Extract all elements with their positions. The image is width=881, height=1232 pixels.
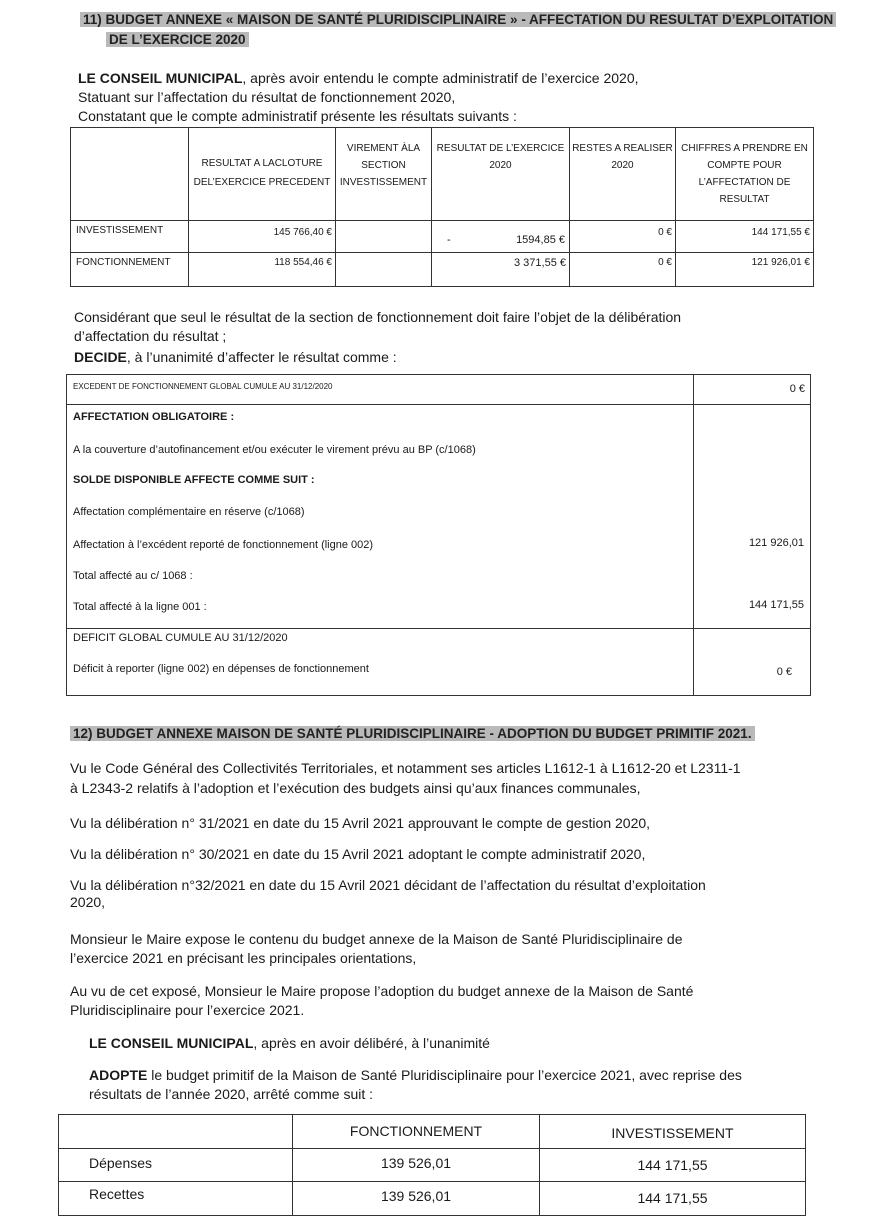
results-header-restes: RESTES A REALISER 2020 [570,128,676,221]
solde-label: SOLDE DISPONIBLE AFFECTE COMME SUIT : [73,474,315,486]
constatant-line: Constatant que le compte administratif présente les résultats suivants : [78,108,517,124]
virement-cell [336,253,432,287]
decide-text: , à l’unanimité d’affecter le résultat comme : [126,349,397,365]
statuant-line: Statuant sur l’affectation du résultat de fonctionnement 2020, [78,89,456,105]
deficit-value: 0 € [776,666,792,678]
budget-fonct-cell: 139 526,01 [293,1149,540,1182]
excedent-row [67,375,811,405]
conseil-label: LE CONSEIL MUNICIPAL [78,70,243,86]
vu4-line1: Vu la délibération n°32/2021 en date du 15 Avril 2021 décidant de l’affectation du résultat d’exploitation [70,877,706,893]
restes-cell: 0 € [570,253,676,287]
cloture-cell: 118 554,46 € [189,253,336,287]
cloture-cell: 145 766,40 € [189,221,336,253]
budget-row-label: Recettes [59,1182,293,1216]
affectation-table [66,374,811,696]
total-001-line: Total affecté à la ligne 001 : [73,601,207,613]
results-table [70,127,814,287]
considerant-line1: Considérant que seul le résultat de la section de fonctionnement doit faire l’objet de la délibération [74,309,682,325]
budget-row-label: Dépenses [59,1149,293,1182]
affectation-body [67,405,694,629]
row-label: INVESTISSEMENT [71,221,189,253]
deficit-body [67,629,694,696]
complementaire-line: Affectation complémentaire en réserve (c/1068) [73,506,305,518]
conseil-label: LE CONSEIL MUNICIPAL [89,1035,254,1051]
results-header-empty [71,128,189,221]
decide-line [74,349,397,366]
affectation-body-row [67,405,811,629]
couverture-line: A la couverture d’autofinancement et/ou exécuter le virement prévu au BP (c/1068) [73,444,476,456]
intro-line [78,70,639,87]
total-1068-line: Total affecté au c/ 1068 : [73,570,193,582]
table-row [59,1182,806,1216]
expose-line2: l’exercice 2021 en précisant les principales orientations, [70,950,417,966]
excedent-reporte-value: 121 926,01 [748,537,804,549]
resultat-cell: 3 371,55 € [432,253,570,287]
intro-text: , après avoir entendu le compte administratif de l’exercice 2020, [242,70,639,86]
conseil-line [89,1035,490,1052]
excedent-label: EXCEDENT DE FONCTIONNEMENT GLOBAL CUMULE AU 31/12/2020 [67,375,694,405]
conseil-text: , après en avoir délibéré, à l’unanimité [253,1035,490,1051]
expose-line1: Monsieur le Maire expose le contenu du budget annexe de la Maison de Santé Pluridisciplinaire de [70,931,683,947]
restes-cell: 0 € [570,221,676,253]
section-11-title-line2: DE L’EXERCICE 2020 [106,32,249,47]
vu4-line2: 2020, [70,894,106,910]
table-row [71,221,814,253]
resultat-value: 1594,85 € [516,234,565,246]
deficit-reporter-line: Déficit à reporter (ligne 002) en dépenses de fonctionnement [73,663,369,675]
adopte-line1 [89,1067,742,1084]
virement-cell [336,221,432,253]
vu2-line: Vu la délibération n° 31/2021 en date du 15 Avril 2021 approuvant le compte de gestion 2020, [70,815,651,831]
chiffres-cell: 121 926,01 € [676,253,814,287]
resultat-sign: - [447,234,451,246]
deficit-values [694,629,811,696]
results-header-chiffres: CHIFFRES A PRENDRE EN COMPTE POUR L’AFFECTATION DE RESULTAT [676,128,814,221]
vu1-line1: Vu le Code Général des Collectivités Territoriales, et notamment ses articles L1612-1 à L1612-20 et L2311-1 [70,760,741,776]
row-label: FONCTIONNEMENT [71,253,189,287]
results-header-virement: VIREMENT ÀLA SECTION INVESTISSEMENT [336,128,432,221]
decide-label: DECIDE [74,349,127,365]
resultat-cell [432,221,570,253]
propose-line2: Pluridisciplinaire pour l’exercice 2021. [70,1002,305,1018]
propose-line1: Au vu de cet exposé, Monsieur le Maire propose l’adoption du budget annexe de la Maison de Santé [70,983,694,999]
results-header-resultat: RESULTAT DE L’EXERCICE 2020 [432,128,570,221]
chiffres-cell: 144 171,55 € [676,221,814,253]
budget-header-invest: INVESTISSEMENT [540,1115,806,1149]
deficit-label: DEFICIT GLOBAL CUMULE AU 31/12/2020 [73,632,288,644]
table-row [59,1149,806,1182]
deficit-row [67,629,811,696]
results-header-row [71,128,814,221]
excedent-reporte-line: Affectation à l’excédent reporté de fonctionnement (ligne 002) [73,539,374,551]
affectation-values [694,405,811,629]
total-001-value: 144 171,55 [748,599,804,611]
section-12-title: 12) BUDGET ANNEXE MAISON DE SANTÉ PLURIDISCIPLINAIRE - ADOPTION DU BUDGET PRIMITIF 2021. [70,726,755,741]
considerant-line2: d’affectation du résultat ; [74,328,227,344]
budget-invest-cell: 144 171,55 [540,1182,806,1216]
budget-header-fonct: FONCTIONNEMENT [293,1115,540,1149]
budget-fonct-cell: 139 526,01 [293,1182,540,1216]
budget-header-row [59,1115,806,1149]
section-11-title-line1: 11) BUDGET ANNEXE « MAISON DE SANTÉ PLURIDISCIPLINAIRE » - AFFECTATION DU RESULTAT D’EXPLOITATION [80,12,836,27]
budget-invest-cell: 144 171,55 [540,1149,806,1182]
vu1-line2: à L2343-2 relatifs à l’adoption et l’exécution des budgets ainsi qu’aux finances communales, [70,780,641,796]
adopte-text: le budget primitif de la Maison de Santé Pluridisciplinaire pour l’exercice 2021, avec reprise des [147,1067,742,1083]
results-header-cloture: RESULTAT A LACLOTURE DEL’EXERCICE PRECEDENT [189,128,336,221]
oblig-label: AFFECTATION OBLIGATOIRE : [73,411,235,423]
excedent-value: 0 € [694,375,811,405]
adopte-line2: résultats de l’année 2020, arrêté comme suit : [89,1086,374,1102]
vu3-line: Vu la délibération n° 30/2021 en date du 15 Avril 2021 adoptant le compte administratif 2020, [70,846,646,862]
budget-table [58,1114,806,1216]
adopte-label: ADOPTE [89,1067,148,1083]
budget-header-empty [59,1115,293,1149]
table-row [71,253,814,287]
